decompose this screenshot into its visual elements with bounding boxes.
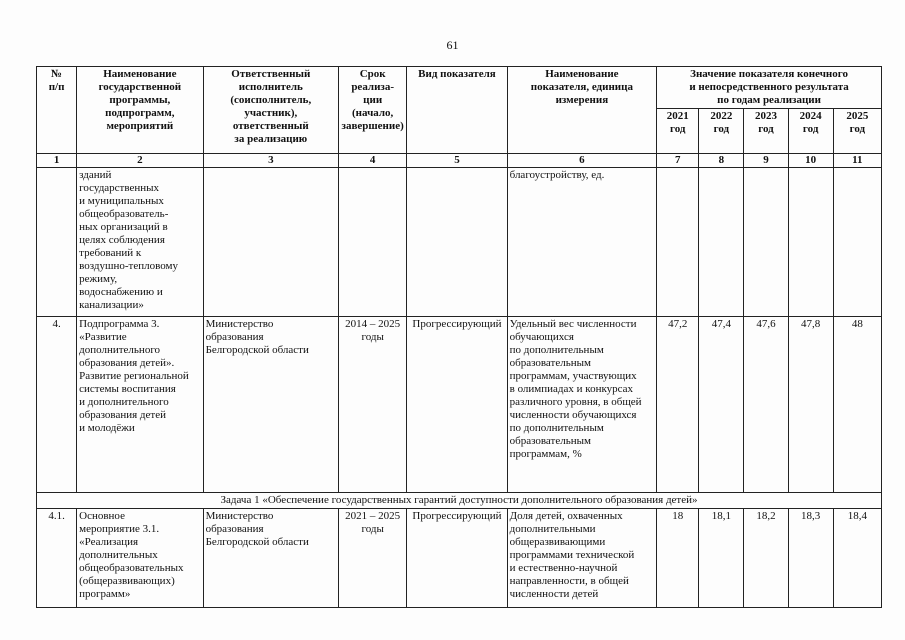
indicators-table: [36, 66, 882, 608]
row-kind: Прогрессирующий: [407, 317, 507, 493]
row-value-2021: 18: [657, 509, 699, 608]
row-value-2024: 47,8: [788, 317, 833, 493]
column-number: 7: [657, 154, 699, 168]
row-value-2021: [657, 168, 699, 317]
row-value-2023: 47,6: [744, 317, 788, 493]
row-value-2025: [833, 168, 881, 317]
row-value-2025: 48: [833, 317, 881, 493]
header-values-group: Значение показателя конечного и непосредственного результата по годам реализации: [657, 67, 882, 109]
header-col-kind: Вид показателя: [407, 67, 507, 154]
row-value-2021: 47,2: [657, 317, 699, 493]
header-year: 2022 год: [699, 109, 744, 154]
row-number: 4.1.: [37, 509, 77, 608]
row-value-2022: 47,4: [699, 317, 744, 493]
row-term: 2021 – 2025 годы: [339, 509, 407, 608]
row-indicator: Удельный вес численности обучающихся по дополнительным образовательным программам, участвующих в олимпиадах и конкурсах различного уровня, в общей численности обучающихся по дополнительным образовательным программам, %: [507, 317, 657, 493]
column-number: 8: [699, 154, 744, 168]
row-value-2023: 18,2: [744, 509, 788, 608]
table-row: [37, 317, 882, 493]
row-term: 2014 – 2025 годы: [339, 317, 407, 493]
row-program-name: зданий государственных и муниципальных общеобразователь- ных организаций в целях соблюдения требований к воздушно-тепловому режиму, водоснабжению и канализации»: [77, 168, 203, 317]
row-program-name: Подпрограмма 3. «Развитие дополнительного образования детей». Развитие региональной системы воспитания и дополнительного образования детей и молодёжи: [77, 317, 203, 493]
row-kind: Прогрессирующий: [407, 509, 507, 608]
header-col-term: Срок реализа- ции (начало, завершение): [339, 67, 407, 154]
header-row: [37, 67, 882, 109]
row-value-2024: 18,3: [788, 509, 833, 608]
header-year: 2023 год: [744, 109, 788, 154]
row-indicator: Доля детей, охваченных дополнительными общеразвивающими программами технической и естественно-научной направленности, в общей численности детей: [507, 509, 657, 608]
column-number: 2: [77, 154, 203, 168]
row-value-2024: [788, 168, 833, 317]
row-number: 4.: [37, 317, 77, 493]
header-col-executor: Ответственный исполнитель (соисполнитель, участник), ответственный за реализацию: [203, 67, 338, 154]
column-numbers-row: [37, 154, 882, 168]
header-col-program: Наименование государственной программы, подпрограмм, мероприятий: [77, 67, 203, 154]
row-term: [339, 168, 407, 317]
row-executor: Министерство образования Белгородской области: [203, 509, 338, 608]
row-kind: [407, 168, 507, 317]
column-number: 1: [37, 154, 77, 168]
row-indicator: благоустройству, ед.: [507, 168, 657, 317]
header-col-indicator: Наименование показателя, единица измерения: [507, 67, 657, 154]
row-value-2022: 18,1: [699, 509, 744, 608]
row-value-2022: [699, 168, 744, 317]
row-value-2023: [744, 168, 788, 317]
header-year: 2024 год: [788, 109, 833, 154]
column-number: 6: [507, 154, 657, 168]
header-col-number: № п/п: [37, 67, 77, 154]
row-executor: [203, 168, 338, 317]
column-number: 10: [788, 154, 833, 168]
task-row: [37, 493, 882, 509]
column-number: 5: [407, 154, 507, 168]
task-title: Задача 1 «Обеспечение государственных гарантий доступности дополнительного образования детей»: [37, 493, 882, 509]
header-year: 2025 год: [833, 109, 881, 154]
page-number: 61: [446, 38, 459, 52]
row-executor: Министерство образования Белгородской области: [203, 317, 338, 493]
header-year: 2021 год: [657, 109, 699, 154]
column-number: 9: [744, 154, 788, 168]
row-number: [37, 168, 77, 317]
column-number: 3: [203, 154, 338, 168]
column-number: 4: [339, 154, 407, 168]
row-program-name: Основное мероприятие 3.1. «Реализация дополнительных общеобразовательных (общеразвивающих) программ»: [77, 509, 203, 608]
row-value-2025: 18,4: [833, 509, 881, 608]
table-row: [37, 168, 882, 317]
column-number: 11: [833, 154, 881, 168]
table-row: [37, 509, 882, 608]
